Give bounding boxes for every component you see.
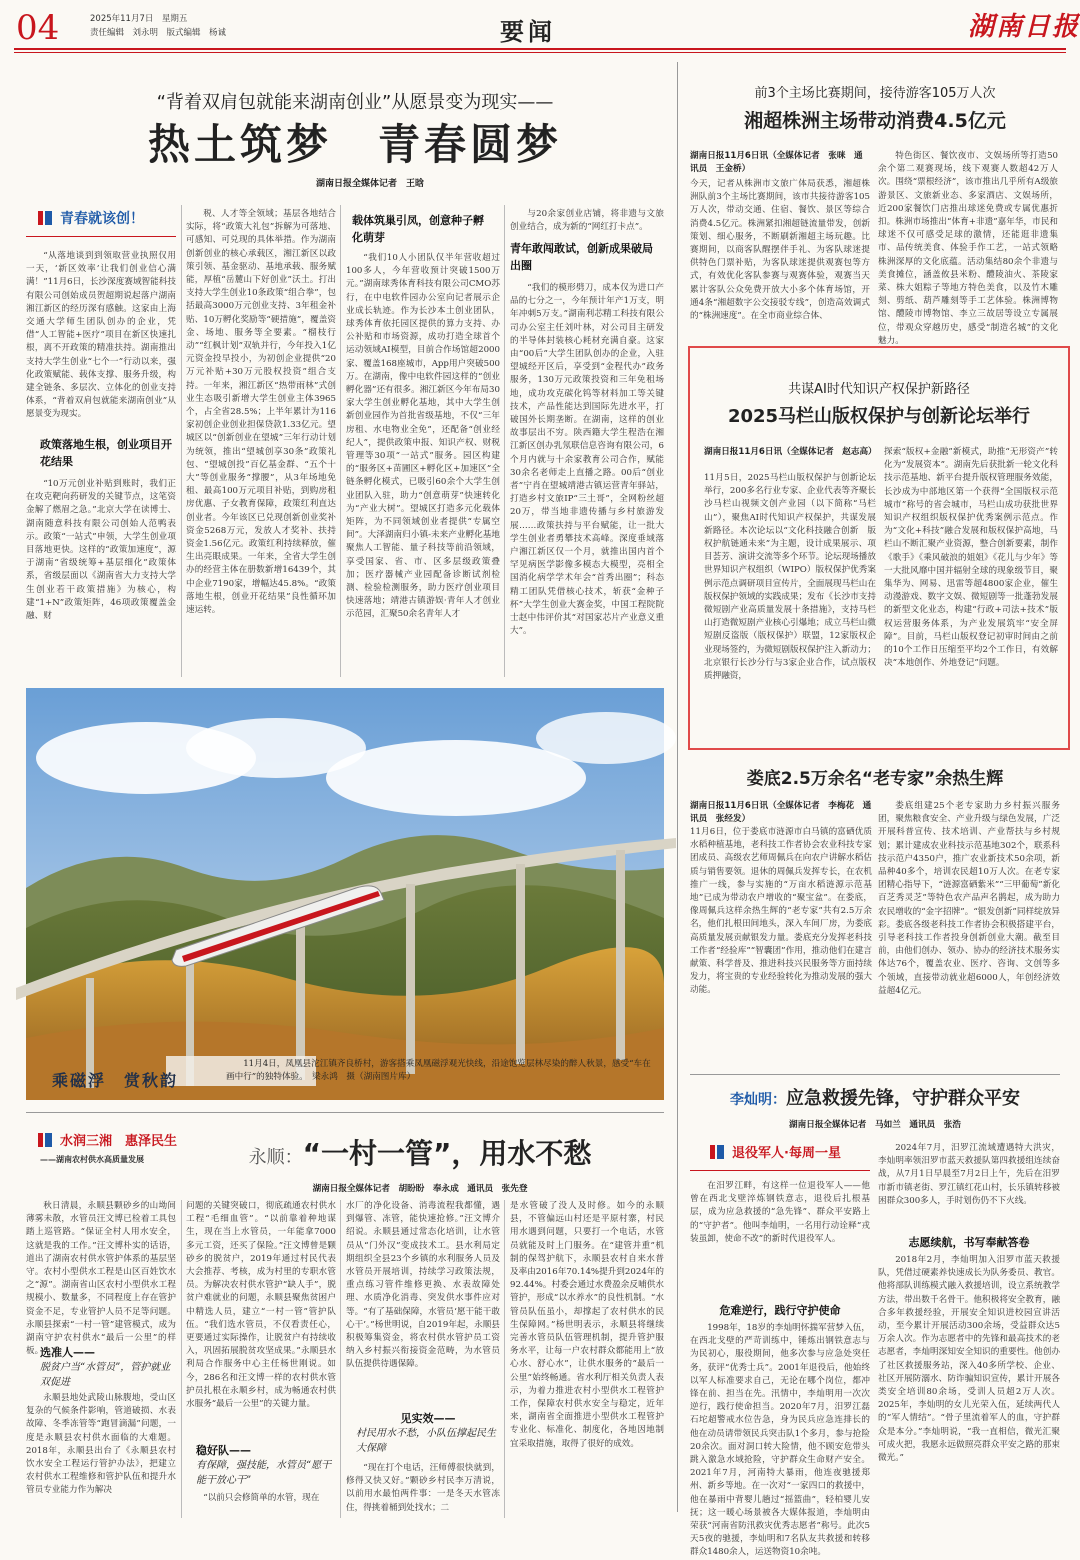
- r4-subhead-1: 危难逆行，践行守护使命: [719, 1304, 841, 1317]
- issue-date: 2025年11月7日 星期五: [90, 14, 188, 24]
- r5-subhead-1: 选准人——: [40, 1346, 95, 1359]
- r4-byline: 湖南日报全媒体记者 马如兰 通讯员 张浩: [789, 1120, 961, 1130]
- lead-subhead-carrier: 载体筑巢引凤，创意种子孵化萌芽: [352, 214, 484, 244]
- r5-kicker: 永顺：: [248, 1147, 303, 1168]
- r1-byline: 湖南日报11月6日讯（全媒体记者 张咪 通讯员 王金桥）: [690, 151, 863, 175]
- r1-col2: 特色街区、餐饮夜市、文娱场所等打造50余个第二观赛现场，线下观赛人数超42万人次。围绕“票根经济”，该市推出几乎所有A级旅游景区、文旅新业态、多家酒店、文娱场所，近200家餐饮门店推出球迷免费或专属优惠折扣。株洲市场推出“体育+非遗”嘉年华，市民和球迷不仅可感受足球的激情，还能逛非遗集市、品传统美食、体验手作工艺，一站式领略株洲深厚的文化底蕴。活动集结80余个非遗与美食摊位，涵盖攸县米粉、醴陵油火、茶陵家菜、株大姐粽子等地方特色美食，以及竹木雕刻、剪纸、葫芦雕刻等手工艺体验。株洲博物馆、醴陵市博物馆、李立三故居等设立专属展位，带观众穿越历史，感受“制造名城”的文化魅力。: [878, 151, 1058, 346]
- r5-subhead-3: 见实效——: [400, 1412, 456, 1425]
- r5-subhead-1b: 脱贫户当“水管员”，管护就业双促进: [40, 1362, 171, 1388]
- r4-column-tag-text: 退役军人·每周一星: [732, 1146, 841, 1161]
- r3-byline: 湖南日报11月6日讯（全媒体记者 李梅花 通讯员 张经发）: [690, 801, 872, 825]
- editors-line: 责任编辑 刘永明 版式编辑 杨诚: [90, 28, 227, 38]
- r5-headline: “一村一管”，用水不愁: [302, 1137, 592, 1170]
- r5-subhead-2b: 有保障，强技能，水管员“愿干能干放心干”: [196, 1460, 332, 1486]
- page-number: 04: [16, 8, 60, 48]
- r4-col2b: 2018年2月，李灿明加入汨罗市蓝天救援队，凭借过硬素养快速成长为队务委员、教官。他将部队训练模式融入救援培训，设立系统教学方法，带出数千名骨干。他积极将安全教育，融合多年救援经验，开展安全知识进校园宣讲活动，至今累计开展活动300余场，受益群众达5万余人次。作为志愿者中的先锋和最高技术的老志愿者，李灿明深知安全知识的重要性。他创办了社区救援服务站，深入40多所学校、企业、社区开展防溺水、防诈骗知识宣传，累计开展各类安全培训80余场，受训人员超2万人次。2025年，李灿明的女儿光荣入伍，延续两代人的“军人情结”。“骨子里流着军人的血，守护群众是本分。”李灿明说，“我一直相信，微光汇聚可成火把，我愿永远做照亮群众平安之路的那束微光。”: [878, 1255, 1060, 1464]
- lead-col1: “从落地谈到到领取营业执照仅用一天，‘新区效率’让我们创业信心满满！”11月6日，长沙深度赛域智能科技有限公司创始成员贺超期说起落户湖南湘江新区的经历深有感触。这家由上海交通大学师生团队创办的企业，凭借“人工智能+医疗”项目在新区快速扎根，离不开政策的精准扶持。湖南推出支持大学生创业“七个一”行动以来，强化政策赋能、载体支撑、服务升级，构建全链条、多层次、立体化的创业支持体系，“背着双肩包就能来湖南创业”从愿景变为现实。: [26, 251, 176, 420]
- flag-icon: [708, 1143, 726, 1161]
- r5-col1b: 永顺县地处武陵山脉腹地，受山区复杂的气候条件影响，管道破损、水表故障、冬季冻管等“跑冒滴漏”问题，一度是永顺县农村供水面临的大难题。2018年，永顺县出台了《永顺县农村饮水安全工程运行管护办法》，把建立农村供水工程维修和管护队伍和提升水管员专业能力作为解决: [26, 1393, 176, 1496]
- r4-intro: 在汨罗江畔，有这样一位退役军人——他曾在西北戈壁淬炼钢铁意志，退役后扎根基层，成为应急救援的“急先锋”、群众平安路上的“守护者”。他叫李灿明，一名用行动诠释“戎装虽卸，使命不改”的新时代退役军人。: [690, 1181, 870, 1244]
- r4-col2a: 2024年7月，汨罗江流域遭遇特大洪灾，李灿明率领汨罗市蓝天救援队第四救援组连续奋战，从7月1日早晨至7月2日上午，先后在汨罗市新市镇老街、罗江镇红花山村，长乐镇转移被困群众300多人，手时划伤仍不下火线。: [878, 1143, 1060, 1206]
- r5-column-tag-text: 水润三湘 惠泽民生: [60, 1134, 178, 1149]
- r5-col2: 问题的关键突破口，彻底疏通农村供水工程“毛细血管”。“以前靠着种地谋生，现在当上水管员，一年能拿7000多元工资，还买了保险。”汪文博曾是颗砂乡的脱贫户，2019年通过村民代表大会推荐、考核，成为村里的专职水管员。为解决农村供水管护“缺人手”，脱贫户难就业的问题，永顺县聚焦贫困户中精选人员，建立“一村一管”管护队伍。“我们选水管员，不仅看责任心，更要通过实际操作，让脱贫户有持续收入，巩固拓展脱贫攻坚成果。”永顺县水利局合作服务中心主任杨世刚说。如今，286名和汪文博一样的农村供水管护员扎根在永顺乡村，成为畅通农村供水服务“最后一公里”的关键力量。: [186, 1201, 336, 1410]
- r4-subhead-2: 志愿续航，书写奉献答卷: [908, 1236, 1030, 1249]
- lead-byline: 湖南日报全媒体记者 王晗: [315, 179, 424, 189]
- r5-byline: 湖南日报全媒体记者 胡盼盼 奉永成 通讯员 张先登: [312, 1184, 528, 1194]
- section-title: 要闻: [500, 18, 556, 46]
- r5-subhead-3b: 村民用水不愁，小队伍撑起民生大保障: [356, 1428, 496, 1454]
- r2-col1: 11月5日，2025马栏山版权保护与创新论坛举行，200多名行业专家、企业代表等齐聚长沙马栏山视频文创产业园（以下简称“马栏山”），聚焦AI时代知识产权保护，共谋发展新路径。本次论坛以“文化科技融合创新 版权护航链通未来”为主题，设计成果展示、项目荟芳、演讲交流等多个环节。论坛现场播放世界知识产权组织（WIPO）版权保护优秀案例示范点调研项目宣传片，全面展现马栏山在版权保护领域的实践成果；发布《长沙市支持微短剧产业高质量发展十条措施》，支持马栏山打造微短剧产业核心引爆地；成立马栏山微短剧反盗版（版权保护）联盟，12家版权企业现场签约，为微短剧版权保护注入新动力；北京银行长沙分行与3家企业合作，试点版权质押融资，: [704, 473, 876, 682]
- lead-kicker: “背着双肩包就能来湖南创业”从愿景变为现实——: [156, 92, 554, 113]
- masthead-rule: [14, 48, 1066, 50]
- r5-col1: 秋日清晨，永顺县颗砂乡的山坳间薄雾未散，水管员汪文博已检着工具包踏上巡管路。“保证全村人用水安全，这就是我的工作。”汪文博朴实的话语，道出了湖南农村供水管护体系的基层坚守。农村小型供水工程是山区百姓饮水之“源”。湖南省山区农村小型供水工程规模小、数量多，不同程度上存在管护资金不足，专业管护人员不足等问题。永顺县探索“一村一管”建管模式，成为湖南守护农村供水“最后一公里”的样板。: [26, 1201, 176, 1357]
- r5-col3: 水厂的净化设备、消毒流程我都懂，遇到爆管、冻管，能快速抢修。”汪文博介绍说。永顺县通过常态化培训，让水管员从“门外汉”变成技术工。县水利局定期组织全县23个乡镇的水利服务人员及水管员开展培训，持续学习政策法规，重点练习管件维修更换、水表故障处理、水质净化消毒、突发供水事件应对等。“有了基础保障，水管员‘愿干能干敢心干’。”杨世明说，自2019年起，永顺县积极筹集资金，将农村供水管护员工资纳入乡村振兴衔接资金范畴，为水管员队伍提供待遇保障。: [346, 1201, 500, 1370]
- column-tag: [36, 208, 144, 228]
- r4-col1: 1998年，18岁的李灿明怀揣军营梦入伍，在西北戈壁的严苛训练中，锤炼出钢铁意志与为民初心，服役期间，他多次参与应急处突任务，获评“优秀士兵”。2001年退役后，他始终以军人标准要求自己，无论在哪个岗位，都冲锋在前、担当在先。汛情中，李灿明用一次次逆行，践行使命担当。2020年7月，汨罗江磊石坨超警戒水位告急，身为民兵应急连排长的他在动员请带领民兵突击队1个多月，参与抢险20余次。面对洞口转大险情，他不顾安危带头跳入激急水域抢险，守护群众生命财产安全。2021年7月，河南特大暴雨，他连夜驰援郑州、新乡等地。在一次对“一家四口的救援中，他在暴雨中背婴儿趟过“摇篮曲”，轻柏婴儿安抚；这一暖心场景被各大媒体报道，李灿明由荣获“河南省防汛救灾优秀志愿者”称号。此次5天5夜的驰援，李灿明和7名队友共救援和转移群众1480余人，运送物资10余吨。: [690, 1323, 870, 1558]
- flag-icon: [36, 209, 54, 227]
- masthead: [0, 0, 1080, 54]
- r5-headline-row: [190, 1132, 650, 1172]
- r2-kicker: 共谋AI时代知识产权保护新路径: [788, 382, 970, 397]
- r4-headline-row: [690, 1084, 1060, 1110]
- r5-col2b: “以前只会修简单的水管，现在: [203, 1493, 320, 1503]
- r4-headline: 应急救援先锋，守护群众平安: [786, 1088, 1020, 1109]
- lead-col1b: “10万元创业补贴到账时，我们正在攻克靶向药研发的关键节点，这笔资金解了燃眉之急。”北京大学在读博士、湖南随意科技有限公司创始人范鸭表示。政策“一站式”申领，大学生创业项目落地更快。这样的“政策加速度”，源于湖南“省级统筹+基层细化”政策体系，省级层面以《湖南省大力支持大学生创业若干政策措施》为核心，构建“1+N”政策矩阵，46项政策覆盖金融、财: [26, 479, 176, 622]
- r2-col2: 探索“版权+金融”新模式，助推“无形资产”转化为“发展资本”。湖南先后获批新一轮文化科技示范基地、新平台提升版权管理服务效能，长沙成为中部地区第一个获得“全国版权示范城市”称号的省会城市，马栏山成功获批世界知识产权组织版权保护优秀案例示范点。作为“文化+科技”融合发展和版权保护高地，马栏山不断汇聚产业资源，整合创新要素，制作《歌手》《乘风破浪的姐姐》《花儿与少年》等一大批风靡中国并辐射全球的现象级节目，聚集华为、网易、迅雷等超4800家企业，催生动漫游戏、数字文娱、微短剧等一批蓬勃发展的新型文化业态，构建“行政+司法+技术”版权运营服务体系，为产业发展筑牢“安全屏障”。目前，马栏山版权登记初审时间由之前的10个工作日压缩至平均2个工作日，有效解决“本地创作、外地登记”问题。: [884, 447, 1058, 669]
- r5-subhead-2: 稳好队——: [196, 1444, 251, 1457]
- lead-headline: 热土筑梦 青春圆梦: [147, 120, 562, 169]
- lead-col2: 税、人才等全领域；基层各地结合实际，将“政策大礼包”拆解为可落地、可感知、可兑现的具体举措。作为湖南创新创业的核心承载区，湘江新区以政策引领、基金驱动、基地承载、服务赋能，厚植“岳麓山下好创业”沃土。打出支持大学生创业10条政策“组合拳”，包括最高3000万元创业支持、3年租金补贴、10万孵化奖励等“硬措施”，覆盖资金、场地、服务等全要素。“榴枝行动”“红枫计划”双轨并行，今年投入1亿元资金投早投小，为初创企业提供“20万元补贴+30万元股权投资”组合支持。一年来，湘江新区“热带雨林”式创业生态吸引新增大学生创业主体3965个，占全省28.5%；上半年累计为116家初创企业创业担保贷款1.33亿元。望城区以“创新创业在望城”三年行动计划为统领，推出“望城创享30条”政策礼包、“望城创投”百亿基金群、“五个十大”等创业服务“撑腰”，从3年场地免租、最高100万元项目补贴，到购房租房优惠、子女教育保障，政策红利直达创业者。今年该区已兑现创新创业奖补资金5268万元，发放人才奖补、扶持资金1.56亿元。政策红利持续释放，催生出亮眼成果。一年来，全省大学生创办的经营主体在册数新增16439个，其中企业7190家，增幅达45.8%。“政策落地生根，创业开花结果”良性循环加速运转。: [186, 209, 336, 616]
- photo-badge: 乘磁浮 赏秋韵: [52, 1071, 179, 1090]
- r1-kicker: 前3个主场比赛期间，接待游客105万人次: [754, 86, 996, 101]
- r4-column-tag: [708, 1142, 841, 1161]
- column-tag-text: 青春就该创！: [60, 211, 144, 227]
- newspaper-logo: 湖南日报: [968, 12, 1080, 42]
- r3-headline: 娄底2.5万余名“老专家”余热生辉: [746, 769, 1004, 789]
- lead-col4b: “我们的模形劈刀，成本仅为进口产品的七分之一，今年预计年产1万支，明年冲刺5万支。”湖南利芯精工科技有限公司办公室主任刘叶林，对公司目主研发的半导体封装核心耗材充满自豪。这家由“00后”大学生团队创办的企业，入驻望城经开区后，享受到“金程代办”政务服务，130万元政策投资和三年免租场地，成功攻克碳化钨等材料加工等关键技术，产品性能达到国际先进水平，打破国外长期垄断。在湖南，这样的创业故事层出不穷。陕西籍大学生程浩在湘江新区创办乳氖联信息咨询有限公司，6个月内就与十余家教育公司合作，赋能30余名老师走上直播之路。00后“创业者”宁肖在望城靖港古镇运营青年驿站，打造乡村文旅IP“三土哥”，全网粉丝超20万，带当地非遗传播与乡村旅游发展……政策扶持与平台赋能，让一批大学生创业者勇攀技术高峰。深度垂域落户湘江新区仅一个月，就推出国内首个罕见病医学影像多模态大模型，亮相全国消化病学学术年会“首秀出圈”；科态精工团队凭借核心技术，斩获“金种子杯”大学生创业大赛金奖，中国工程院院士赵中伟评价其“对国家芯片产业意义重大”。: [510, 283, 664, 637]
- photo-caption: 11月4日，凤凰县沱江镇齐良桥村，游客搭乘凤凰磁浮观光快线，沿途饱览层林尽染的醉人秋景，感受“车在画中行”的独特体验。 梁永鸿 摄（湖南图片库）: [226, 1059, 651, 1082]
- water-flag-icon: [36, 1131, 54, 1149]
- lead-col4: 与20余家创业店铺，将非遗与文旅创业结合，成为新的“网红打卡点”。: [510, 209, 664, 233]
- lead-col3: “我们10人小团队仅半年营收超过100多人，今年营收预计突破1500万元。”湖南球秀体育科技有限公司CMO苏行，在中电软件园办公室向记者展示企业成长轨迹。作为长沙本土创业团队，球秀体育依托园区提供的算力支持、办公补贴和市场资源，成功打造全球首个运动领域AI模型，目前合作场馆超2000家、覆盖168座城市，App用户突破500万。在湖南，像中电软件园这样的“创业孵化器”还有很多。湘江新区今年布局30家大学生创业孵化基地，其中大学生创新创业园作为首批省级基地，不仅“三年房租、水电物业全免”，还配备“创业经纪人”，提供政策申报、知识产权、财税管理等30项“一站式”服务。园区构建的“服务区+苗圃区+孵化区+加速区”全链条孵化模式，已吸引60余个大学生创业团队入驻，助力“创意萌芽”快速转化为“产业大树”。望城区打造多元化载体矩阵，为不同领域创业者提供“专属空间”。大泽湖南归小镇-未来产业孵化基地聚焦人工智能、量子科技等前沿领域，享受国家、省、市、区多层级政策叠加；医疗器械产业园配备诊断试剂检测、检验检测服务，助力医疗创业项目快速落地；靖港古镇游娱·青年人才创业示范园，汇聚50余名青年人才: [346, 253, 500, 620]
- r5-column-tag: [36, 1130, 177, 1149]
- r2-byline: 湖南日报11月6日讯（全媒体记者 赵志高）: [704, 447, 877, 457]
- r5-tag-sub: ——湖南农村供水高质量发展: [40, 1155, 144, 1164]
- r3-col2: 娄底组建25个老专家助力乡村振兴服务团，聚焦粮食安全、产业升级与绿色发展，广泛开展科普宣传、技术培训、产业帮扶与乡村规划；累计建成农业科技示范基地302个，联系科技示范户4350户，推广农业新技术50余项，新品种40多个，培训农民超10万人次。在老专家团精心指导下，“涟源富硒紫米”“三甲葡萄”新化百芝秀灵芝”等特色农产品声名鹊起，成为助力农民增收的“金字招牌”。“银发创新”同样绽放异彩。娄底各级老科技工作者协会积极搭建平台，引导老科技工作者投身创新创业大潮。截至目前，由他们创办、领办、协办的经济技术服务实体达76个，覆盖农业、医疗、咨询、文创等多个领域，直接带动就业超6000人，年创经济效益超4亿元。: [878, 801, 1060, 996]
- r5-col4: 是水管破了没人及时修。如今的永顺县，不管偏远山村还是平原村寨，村民用水遇到问题，只要打一个电话，水管员就能及时上门服务。在“建管并重”机制的保驾护航下，永顺县农村自来水普及率由2016年70.14%提升到2024年的92.44%。村委会通过水费盈余反哺供水管护，形成“以水养水”的良性机制。“水管员队伍虽小，却撑起了农村供水的民生保障网。”杨世明表示，永顺县将继续完善水管员队伍管理机制，提升管护服务水平，让每一户农村群众都能用上“放心水、舒心水”，让供水服务的“最后一公里”始终畅通。省水利厅相关负责人表示，为着力推进农村小型供水工程管护工作，保障农村供水安全与稳定，近年来，湖南省全面推进小型供水工程管护专业化、标准化、制度化，各地因地制宜采取措施，取得了很好的成效。: [510, 1201, 664, 1449]
- lead-subhead-youth: 青年敢闯敢试，创新成果破局出圈: [510, 242, 653, 272]
- maglev-photo: [26, 688, 664, 1100]
- r1-headline: 湘超株洲主场带动消费4.5亿元: [744, 110, 1006, 132]
- r5-col3b: “现在打个电话，汪师傅很快就到，修得又快又好。”颗砂乡村民李万清说，以前用水最怕两件事：一是冬天水管冻住，得挑着桶到处找水；二: [346, 1463, 500, 1513]
- r4-name-prefix: 李灿明：: [730, 1092, 786, 1108]
- maglev-illustration: [26, 688, 664, 1100]
- r1-col1: 今天，记者从株洲市文旅广体局获悉，湘超株洲队前3个主场比赛期间，该市共接待游客105万人次，带动交通、住宿、餐饮、景区等综合消费4.5亿元。株洲紧扣湘超链流量带发，创新策划、细心服务，不断刷新湘超主场玩趣。比赛期间，以商客队醒摆伴手礼、为客队球迷提供特色门票补贴，为客队球迷提供观赛包等方式，有效优化客队参赛与观赛体验，观赛当天累计客队公众免费开放大小多个体育场馆，开通4条“湘超数字公交接驳专线”，创造高效调式的“株洲速度”。在全市商业综合体、: [690, 179, 870, 322]
- r2-headline: 2025马栏山版权保护与创新论坛举行: [727, 406, 1031, 427]
- r3-col1: 11月6日，位于娄底市涟源市白马镇的富硒优质水稻种植基地，老科技工作者协会农业科技专家团成员、高级农艺师周佩兵在向农户讲解水稻估质与销售要领。退休的周佩兵发挥专长，在农机推广一线，参与实施的“万亩水稻涟源示范基地”已成为带动农户增收的“聚宝盆”。在娄底，像周佩兵这样余热生辉的“老专家”共有2.5万余名，他们扎根田间地头，深入车间厂房，为娄底高质量发展贡献银发力量。娄底充分发挥老科技工作者“经验库”“智囊团”作用，推动他们在建言献策、科学普及、推进科技兴民服务等方面持续发力，将宝贵的专业经验转化为推动发展的强大动能。: [690, 827, 872, 996]
- lead-subhead-policy: 政策落地生根，创业项目开花结果: [40, 438, 172, 468]
